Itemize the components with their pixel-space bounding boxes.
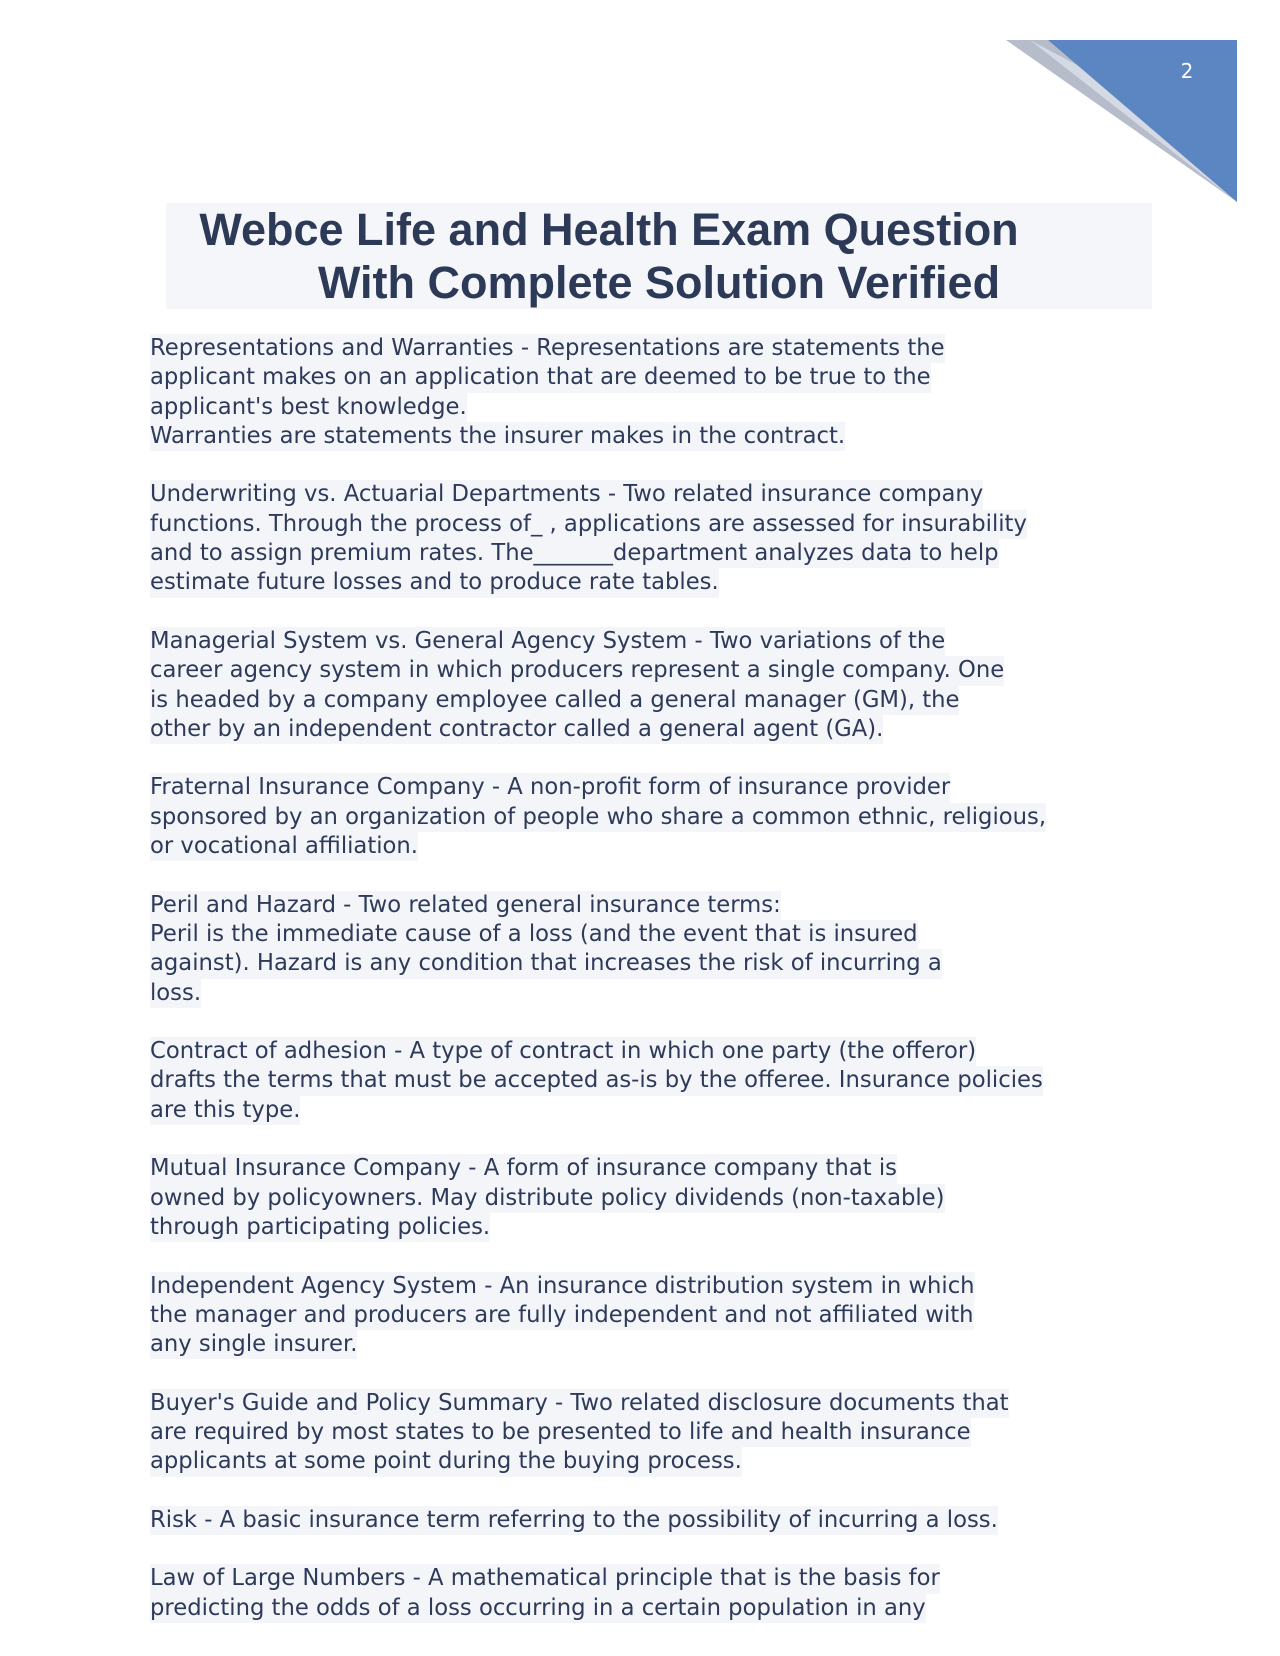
entry-line: estimate future losses and to produce rate tables. bbox=[150, 568, 719, 597]
entry-line: and to assign premium rates. The_______department analyzes data to help bbox=[150, 539, 999, 568]
entry-line: Peril is the immediate cause of a loss (and the event that is insured bbox=[150, 920, 918, 949]
entry-line: Underwriting vs. Actuarial Departments - Two related insurance company bbox=[150, 480, 983, 509]
entry-line: applicant makes on an application that are deemed to be true to the bbox=[150, 363, 931, 392]
entry-line: are required by most states to be presented to life and health insurance bbox=[150, 1418, 971, 1447]
entry-line: loss. bbox=[150, 979, 201, 1008]
entry-line: applicants at some point during the buying process. bbox=[150, 1447, 742, 1476]
document-title bbox=[166, 203, 1152, 309]
entry-line: the manager and producers are fully independent and not affiliated with bbox=[150, 1301, 974, 1330]
entry-line: or vocational affiliation. bbox=[150, 832, 418, 861]
page-number: 2 bbox=[1180, 59, 1194, 83]
entry-line: Managerial System vs. General Agency System - Two variations of the bbox=[150, 627, 945, 656]
entry-line: through participating policies. bbox=[150, 1213, 490, 1242]
entry-line: Buyer's Guide and Policy Summary - Two related disclosure documents that bbox=[150, 1389, 1009, 1418]
entry-line: predicting the odds of a loss occurring in a certain population in any bbox=[150, 1594, 926, 1623]
qa-entry bbox=[150, 627, 1160, 744]
qa-entry bbox=[150, 1154, 1160, 1242]
qa-content bbox=[150, 334, 1160, 1652]
entry-line: owned by policyowners. May distribute policy dividends (non-taxable) bbox=[150, 1184, 945, 1213]
qa-entry bbox=[150, 1272, 1160, 1360]
qa-entry bbox=[150, 1506, 1160, 1535]
entry-line: Fraternal Insurance Company - A non-profit form of insurance provider bbox=[150, 773, 950, 802]
entry-line: other by an independent contractor called a general agent (GA). bbox=[150, 715, 883, 744]
entry-line: is headed by a company employee called a general manager (GM), the bbox=[150, 686, 959, 715]
qa-entry bbox=[150, 480, 1160, 597]
entry-line: career agency system in which producers represent a single company. One bbox=[150, 656, 1004, 685]
entry-line: Warranties are statements the insurer makes in the contract. bbox=[150, 422, 845, 451]
entry-line: Risk - A basic insurance term referring to the possibility of incurring a loss. bbox=[150, 1506, 998, 1535]
qa-entry bbox=[150, 334, 1160, 451]
entry-line: are this type. bbox=[150, 1096, 300, 1125]
entry-line: any single insurer. bbox=[150, 1330, 357, 1359]
qa-entry bbox=[150, 891, 1160, 1008]
entry-line: Law of Large Numbers - A mathematical principle that is the basis for bbox=[150, 1564, 940, 1593]
entry-line: Peril and Hazard - Two related general insurance terms: bbox=[150, 891, 781, 920]
entry-line: sponsored by an organization of people who share a common ethnic, religious, bbox=[150, 803, 1046, 832]
entry-line: drafts the terms that must be accepted as-is by the offeree. Insurance policies bbox=[150, 1066, 1043, 1095]
entry-line: functions. Through the process of_ , applications are assessed for insurability bbox=[150, 510, 1027, 539]
qa-entry bbox=[150, 1037, 1160, 1125]
entry-line: Contract of adhesion - A type of contract in which one party (the offeror) bbox=[150, 1037, 976, 1066]
entry-line: Representations and Warranties - Representations are statements the bbox=[150, 334, 945, 363]
entry-line: Mutual Insurance Company - A form of insurance company that is bbox=[150, 1154, 897, 1183]
document-title-line-2: With Complete Solution Verified bbox=[317, 257, 1001, 308]
entry-line: Independent Agency System - An insurance distribution system in which bbox=[150, 1272, 975, 1301]
document-title-line-1: Webce Life and Health Exam Question bbox=[199, 204, 1019, 255]
entry-line: against). Hazard is any condition that increases the risk of incurring a bbox=[150, 949, 942, 978]
qa-entry bbox=[150, 773, 1160, 861]
entry-line: applicant's best knowledge. bbox=[150, 393, 467, 422]
qa-entry bbox=[150, 1564, 1160, 1623]
qa-entry bbox=[150, 1389, 1160, 1477]
